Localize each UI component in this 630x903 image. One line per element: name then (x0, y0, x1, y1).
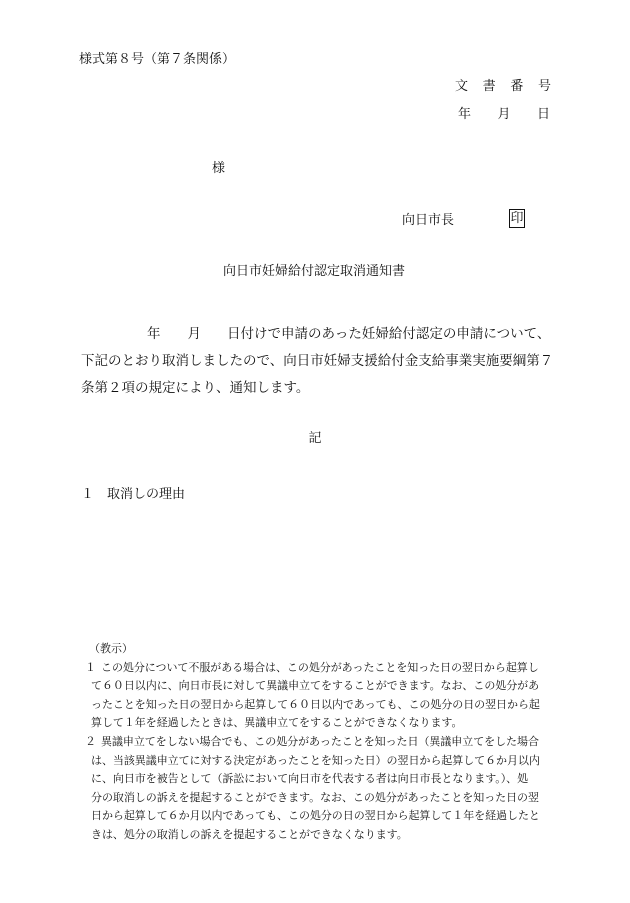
seal-stamp-box: 印 (510, 211, 524, 226)
notice-item-number: １ (85, 660, 96, 674)
document-title-text: 向日市妊婦給付認定取消通知書 (222, 264, 405, 279)
body-month: 月 (187, 326, 201, 342)
addressee (212, 162, 225, 175)
notice-line: は、当該異議申立てに対する決定があったことを知った日）の翌日から起算して６か月以内 (91, 753, 540, 767)
body-year: 年 (147, 326, 161, 342)
ki-heading (0, 432, 630, 445)
reason-item (81, 488, 185, 501)
document-number-char: 書 (482, 79, 496, 94)
notice-line (81, 733, 556, 752)
body-line: 条第２項の規定により、通知します。 (81, 380, 310, 396)
notice-line: きは、処分の取消しの訴えを提起することができなくなります。 (91, 827, 408, 841)
notice-item (81, 733, 556, 845)
body-line1-text: 日付けで申請のあった妊婦給付認定の申請について、 (227, 326, 551, 342)
notice-line: に、向日市を被告として（訴訟において向日市を代表する者は向日市長となります。）、処 (91, 772, 529, 786)
notice-line: て６０日以内に、向日市長に対して異議申立てをすることができます。なお、この処分があ (91, 679, 540, 693)
appeal-notice (81, 640, 556, 845)
notice-line: 算して１年を経過したときは、異議申立てをすることができなくなります。 (91, 716, 463, 730)
document-number-char: 文 (455, 79, 469, 94)
document-number-char: 番 (510, 79, 524, 94)
body-line (81, 321, 561, 348)
notice-line: 日から起算して６か月以内であっても、この処分の日の翌日から起算して１年を経過したと (91, 809, 540, 823)
ki-text: 記 (308, 431, 322, 446)
notice-line-text: 異議申立てをしない場合でも、この処分があったことを知った日（異議申立てをした場合 (101, 734, 539, 748)
notice-line (81, 659, 556, 678)
notice-item (81, 659, 556, 733)
addressee-honorific: 様 (212, 161, 226, 176)
issue-date (458, 108, 550, 121)
notice-heading: （教示） (89, 642, 133, 655)
form-number: 様式第８号（第７条関係） (79, 52, 236, 67)
sender-title: 向日市長 (402, 213, 455, 228)
notice-line: ったことを知った日の翌日から起算して６０日以内であっても、この処分の日の翌日から起 (91, 697, 540, 711)
notice-item-number: ２ (85, 734, 96, 748)
body-line: 下記のとおり取消しましたので、向日市妊婦支援給付金支給事業実施要綱第７ (81, 353, 554, 369)
document-title (0, 265, 630, 278)
reason-number: １ (81, 487, 95, 502)
date-month-label: 月 (497, 107, 511, 122)
notice-line: 分の取消しの訴えを提起することができます。なお、この処分があったことを知った日の翌 (91, 790, 539, 804)
body-paragraph (81, 321, 561, 402)
reason-label: 取消しの理由 (107, 487, 186, 502)
document-number-label (455, 80, 551, 93)
document-number-char: 号 (537, 79, 551, 94)
date-day-label: 日 (536, 107, 550, 122)
date-year-label: 年 (458, 107, 472, 122)
notice-line-text: この処分について不服がある場合は、この処分があったことを知った日の翌日から起算し (101, 660, 539, 674)
